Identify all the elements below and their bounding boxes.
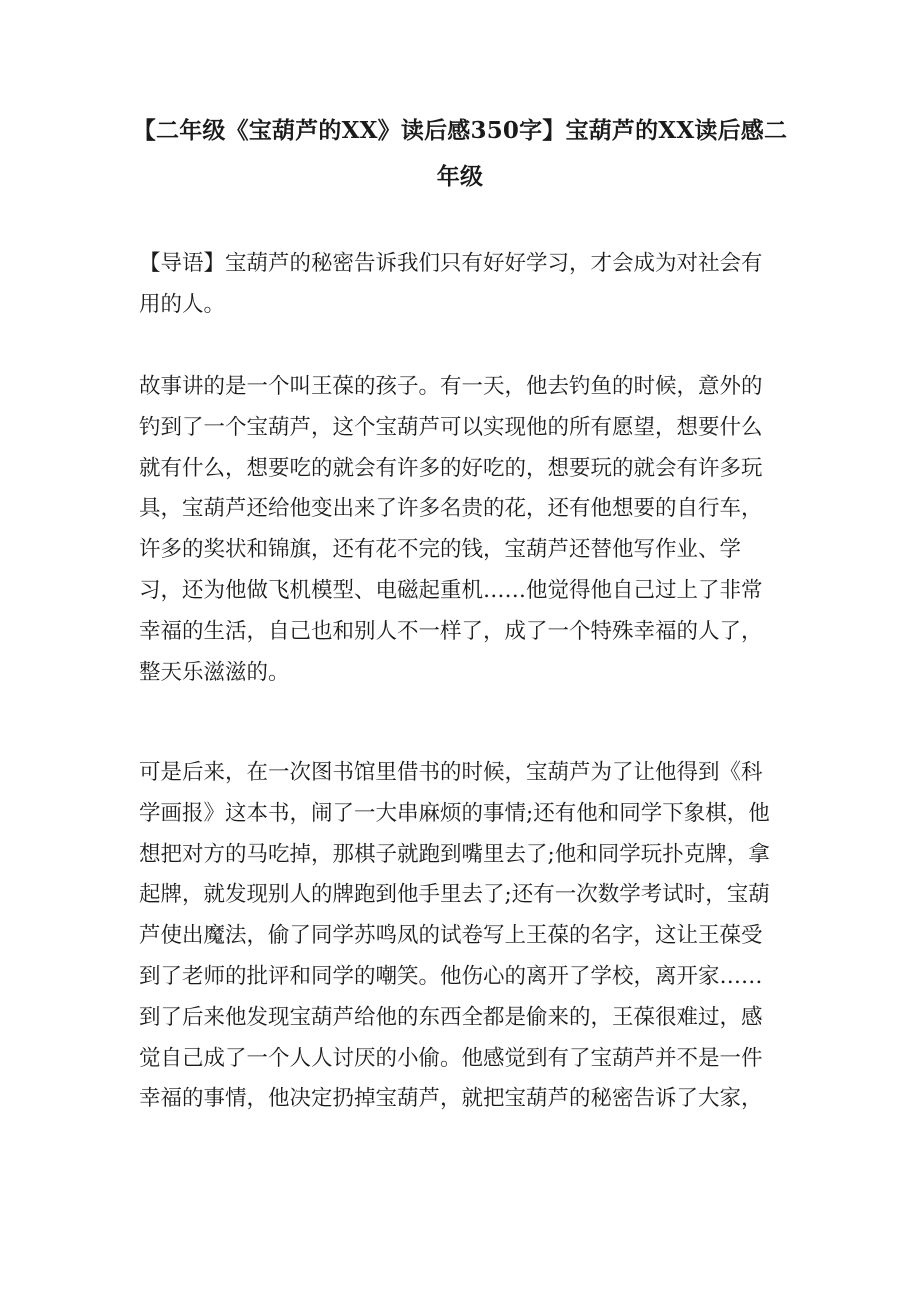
intro-paragraph: 【导语】宝葫芦的秘密告诉我们只有好好学习，才会成为对社会有用的人。: [139, 251, 763, 317]
document-title: 【二年级《宝葫芦的XX》读后感350字】宝葫芦的XX读后感二年级: [132, 117, 788, 190]
story-paragraph: 故事讲的是一个叫王葆的孩子。有一天，他去钓鱼的时候，意外的钓到了一个宝葫芦，这个宝葫芦可以实现他的所有愿望，想要什么就有什么，想要吃的就会有许多的好吃的，想要玩的就会有许多玩具，宝葫芦还给他变出来了许多名贵的花，还有他想要的自行车，许多的奖状和锦旗，还有花不完的钱，宝葫芦还替他写作业、学习，还为他做飞机模型、电磁起重机……他觉得他自己过上了非常幸福的生活，自己也和别人不一样了，成了一个特殊幸福的人了，整天乐滋滋的。: [139, 374, 763, 685]
later-paragraph: 可是后来，在一次图书馆里借书的时候，宝葫芦为了让他得到《科学画报》这本书，闹了一大串麻烦的事情;还有他和同学下象棋，他想把对方的马吃掉，那棋子就跑到嘴里去了;他和同学玩扑克牌，拿起牌，就发现别人的牌跑到他手里去了;还有一次数学考试时，宝葫芦使出魔法，偷了同学苏鸣凤的试卷写上王葆的名字，这让王葆受到了老师的批评和同学的嘲笑。他伤心的离开了学校，离开家……到了后来他发现宝葫芦给他的东西全都是偷来的，王葆很难过，感觉自己成了一个人人讨厌的小偷。他感觉到有了宝葫芦并不是一件幸福的事情，他决定扔掉宝葫芦，就把宝葫芦的秘密告诉了大家，: [139, 760, 770, 1112]
